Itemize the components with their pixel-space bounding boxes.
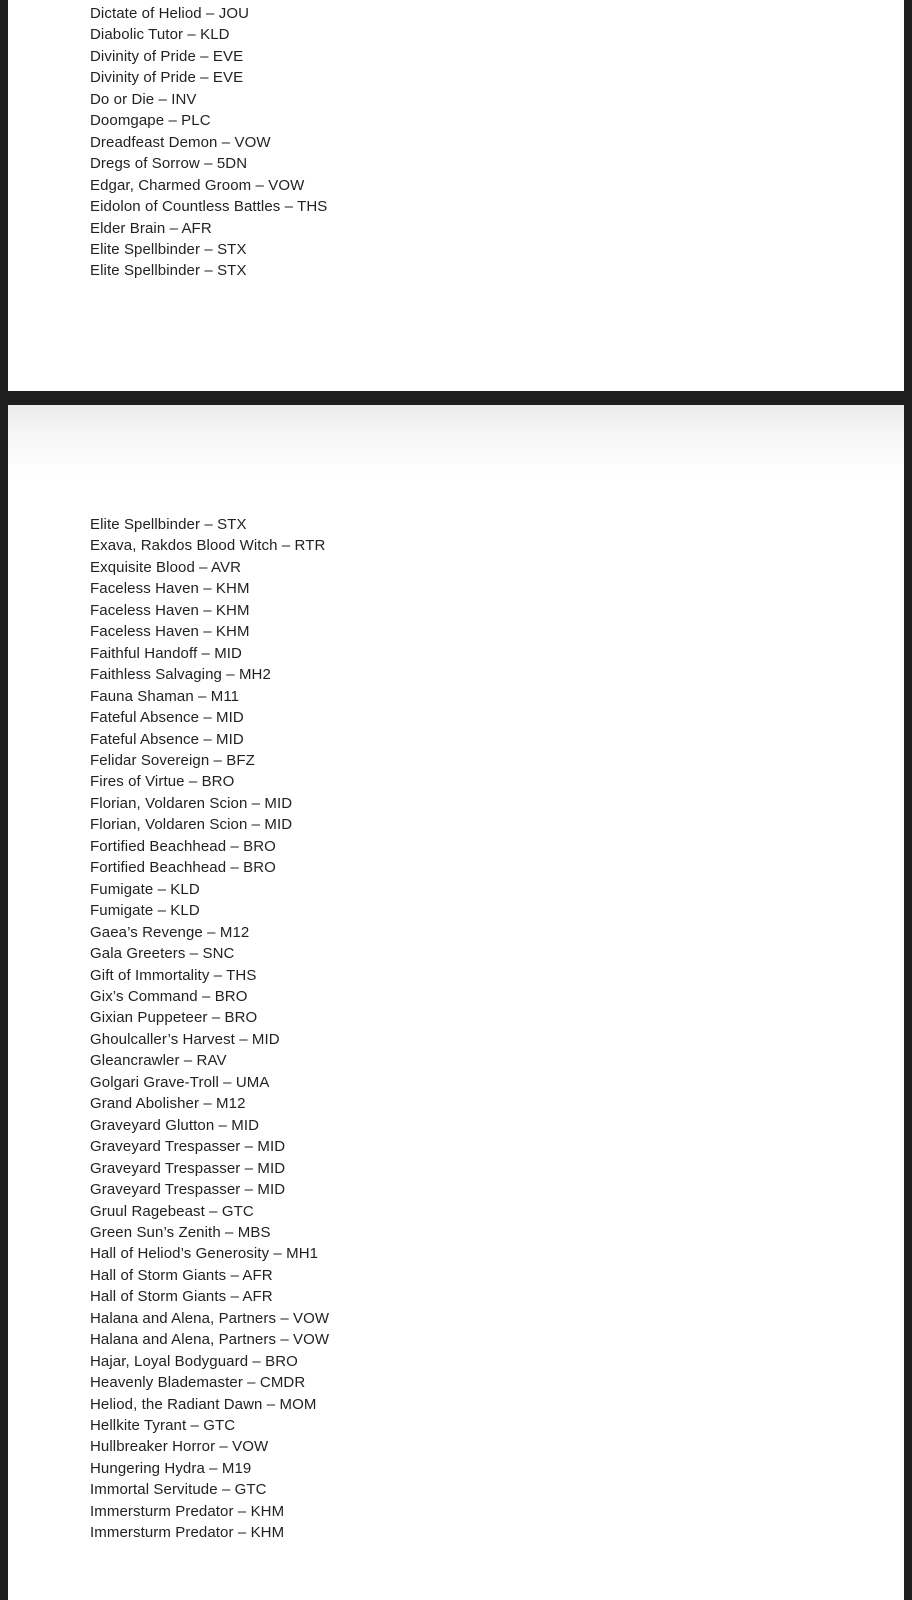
list-item: Elite Spellbinder – STX: [90, 240, 247, 258]
list-item: Fumigate – KLD: [90, 880, 200, 898]
list-item: Hall of Storm Giants – AFR: [90, 1288, 273, 1306]
list-item: Elder Brain – AFR: [90, 219, 212, 237]
list-item: Do or Die – INV: [90, 90, 197, 108]
list-item: Fumigate – KLD: [90, 902, 200, 920]
list-item: Halana and Alena, Partners – VOW: [90, 1309, 330, 1327]
list-item: Green Sun’s Zenith – MBS: [90, 1223, 271, 1241]
list-item: Hellkite Tyrant – GTC: [90, 1417, 236, 1435]
list-item: Divinity of Pride – EVE: [90, 47, 244, 65]
list-item: Grand Abolisher – M12: [90, 1095, 246, 1113]
list-item: Hall of Heliod’s Generosity – MH1: [90, 1245, 319, 1263]
list-item: Ghoulcaller’s Harvest – MID: [90, 1030, 280, 1048]
list-item: Gift of Immortality – THS: [90, 966, 257, 984]
list-item: Eidolon of Countless Battles – THS: [90, 198, 328, 216]
list-item: Fortified Beachhead – BRO: [90, 837, 276, 855]
list-item: Hajar, Loyal Bodyguard – BRO: [90, 1352, 298, 1370]
page-top-shading: [8, 405, 904, 475]
list-item: Edgar, Charmed Groom – VOW: [90, 176, 305, 194]
list-item: Hullbreaker Horror – VOW: [90, 1438, 269, 1456]
list-item: Hall of Storm Giants – AFR: [90, 1266, 273, 1284]
list-item: Dregs of Sorrow – 5DN: [90, 155, 248, 173]
list-item: Diabolic Tutor – KLD: [90, 26, 230, 44]
list-item: Gala Greeters – SNC: [90, 945, 235, 963]
list-item: Fortified Beachhead – BRO: [90, 859, 276, 877]
list-item: Exava, Rakdos Blood Witch – RTR: [90, 537, 326, 555]
list-item: Gaea’s Revenge – M12: [90, 923, 250, 941]
list-item: Graveyard Trespasser – MID: [90, 1159, 286, 1177]
list-item: Immersturm Predator – KHM: [90, 1524, 285, 1542]
list-item: Fires of Virtue – BRO: [90, 773, 235, 791]
list-item: Hungering Hydra – M19: [90, 1459, 252, 1477]
list-item: Graveyard Glutton – MID: [90, 1116, 260, 1134]
list-item: Golgari Grave-Troll – UMA: [90, 1073, 270, 1091]
list-item: Elite Spellbinder – STX: [90, 262, 247, 280]
list-item: Fateful Absence – MID: [90, 730, 244, 748]
list-item: Graveyard Trespasser – MID: [90, 1181, 286, 1199]
list-item: Heliod, the Radiant Dawn – MOM: [90, 1395, 317, 1413]
list-item: Faceless Haven – KHM: [90, 580, 250, 598]
list-item: Immortal Servitude – GTC: [90, 1481, 267, 1499]
list-item: Gleancrawler – RAV: [90, 1052, 227, 1070]
list-item: Faithful Handoff – MID: [90, 644, 242, 662]
list-item: Divinity of Pride – EVE: [90, 69, 244, 87]
list-item: Fauna Shaman – M11: [90, 687, 240, 705]
card-list-page-1: [90, 3, 884, 282]
list-item: Dreadfeast Demon – VOW: [90, 133, 271, 151]
list-item: Gix’s Command – BRO: [90, 987, 248, 1005]
list-item: Dictate of Heliod – JOU: [90, 5, 250, 22]
card-list-page-2: [90, 514, 884, 1544]
list-item: Faithless Salvaging – MH2: [90, 666, 271, 684]
list-item: Exquisite Blood – AVR: [90, 558, 242, 576]
list-item: Florian, Voldaren Scion – MID: [90, 816, 293, 834]
list-item: Heavenly Blademaster – CMDR: [90, 1374, 306, 1392]
list-item: Faceless Haven – KHM: [90, 623, 250, 641]
list-item: Felidar Sovereign – BFZ: [90, 751, 255, 769]
list-item: Florian, Voldaren Scion – MID: [90, 794, 293, 812]
list-item: Elite Spellbinder – STX: [90, 516, 247, 533]
list-item: Doomgape – PLC: [90, 112, 211, 130]
list-item: Gixian Puppeteer – BRO: [90, 1009, 258, 1027]
list-item: Graveyard Trespasser – MID: [90, 1138, 286, 1156]
list-item: Gruul Ragebeast – GTC: [90, 1202, 254, 1220]
list-item: Halana and Alena, Partners – VOW: [90, 1331, 330, 1349]
list-item: Faceless Haven – KHM: [90, 601, 250, 619]
list-item: Immersturm Predator – KHM: [90, 1502, 285, 1520]
document-page-1: [8, 0, 904, 391]
document-page-2: [8, 405, 904, 1600]
list-item: Fateful Absence – MID: [90, 709, 244, 727]
